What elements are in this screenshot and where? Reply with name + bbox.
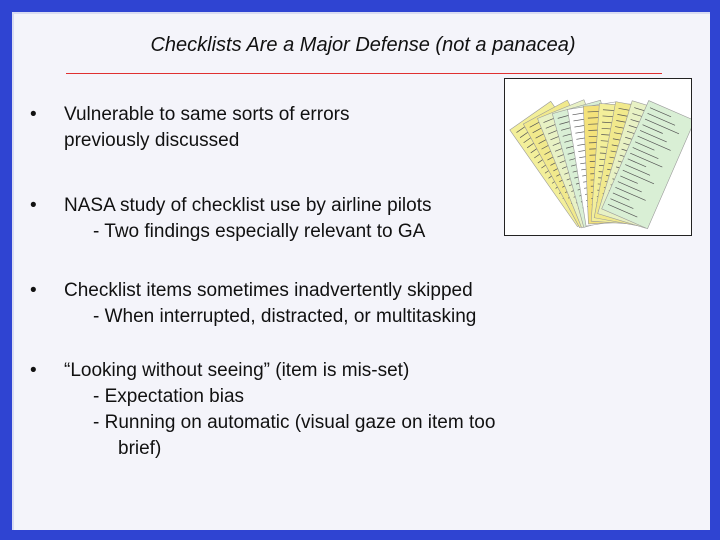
bullet-4-subpoint-2: - Running on automatic (visual gaze on item too xyxy=(93,412,496,433)
checklist-cards-illustration xyxy=(505,79,691,235)
bullet-3-subpoint: - When interrupted, distracted, or multitasking xyxy=(93,306,477,327)
bullet-marker: • xyxy=(30,104,37,125)
bullet-4-line-1: “Looking without seeing” (item is mis-set) xyxy=(64,360,410,381)
bullet-1-line-2: previously discussed xyxy=(64,130,240,151)
bullet-marker: • xyxy=(30,195,37,216)
slide-title: Checklists Are a Major Defense (not a panacea) xyxy=(150,34,576,56)
bullet-2-subpoint: - Two findings especially relevant to GA xyxy=(93,221,426,242)
bullet-marker: • xyxy=(30,280,37,301)
bullet-1-line-1: Vulnerable to same sorts of errors xyxy=(64,104,350,125)
bullet-4-subpoint-2-cont: brief) xyxy=(118,438,162,459)
slide xyxy=(12,12,710,530)
bullet-marker: • xyxy=(30,360,37,381)
bullet-4-subpoint-1: - Expectation bias xyxy=(93,386,245,407)
title-divider xyxy=(66,73,662,74)
bullet-2-line-1: NASA study of checklist use by airline pilots xyxy=(64,195,432,216)
bullet-3-line-1: Checklist items sometimes inadvertently skipped xyxy=(64,280,473,301)
checklist-cards-image xyxy=(504,78,692,236)
